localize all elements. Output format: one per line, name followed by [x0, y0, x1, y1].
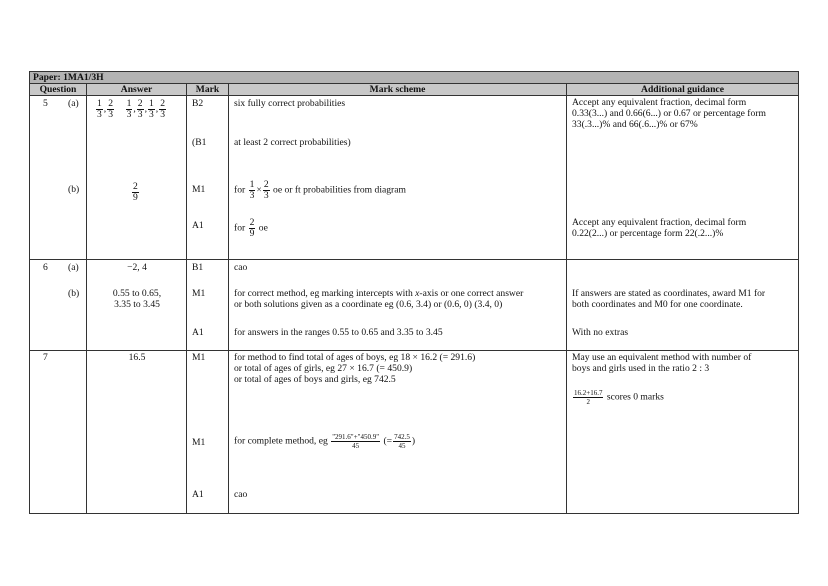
- header-mark: Mark: [187, 84, 229, 96]
- guidance-text: Accept any equivalent fraction, decimal form 0.33(3...) and 0.66(6...) or 0.67 or percentage form 33(.3...)% and 66(.6...)% or 67%: [572, 97, 766, 130]
- guidance-text: $\frac{16.2+16.7}{2}$ scores 0 marks: [574, 389, 664, 406]
- paper-title: Paper: 1MA1/3H: [29, 71, 799, 84]
- guidance-text: With no extras: [572, 327, 629, 338]
- row-divider: [29, 350, 799, 351]
- mark-code: M1: [192, 184, 206, 195]
- scheme-text: for $\frac{2}{9}$ oe: [234, 217, 268, 239]
- answer-6a: −2, 4: [127, 262, 147, 273]
- part-label: (b): [68, 288, 80, 299]
- mark-code: M1: [192, 437, 206, 448]
- mark-code: B1: [192, 262, 204, 273]
- mark-code: A1: [192, 220, 204, 231]
- guidance-text: Accept any equivalent fraction, decimal form 0.22(2...) or percentage form 22(.2...)%: [572, 217, 747, 239]
- answer-5b: $\frac{2}{9}$: [133, 181, 138, 203]
- mark-code: B2: [192, 98, 204, 109]
- header-guidance: Additional guidance: [567, 84, 799, 96]
- part-label: (a): [68, 262, 79, 273]
- header-answer: Answer: [87, 84, 187, 96]
- question-number: 5: [43, 98, 48, 109]
- guidance-text: May use an equivalent method with number of boys and girls used in the ratio 2 : 3: [572, 352, 752, 374]
- answer-5a: $\frac{1}{3}$ , $\frac{2}{3}$ $\frac{1}{3}$ , $\frac{2}{3}$ , $\frac{1}{3}$ , $\frac{2}{3}$: [97, 98, 165, 120]
- scheme-text: for complete method, eg $\frac{"291.6"+"450.9"}{45}$ (= $\frac{742.5}{45}$ ): [234, 433, 416, 450]
- grid-line: [566, 96, 567, 514]
- scheme-text: for method to find total of ages of boys, eg 18 × 16.2 (= 291.6) or total of ages of girls, eg 27 × 16.7 (= 450.9) or total of ages of boys and girls, eg 742.5: [234, 352, 476, 385]
- scheme-text: cao: [234, 262, 248, 273]
- row-divider: [29, 513, 799, 514]
- mark-code: M1: [192, 352, 206, 363]
- scheme-text: cao: [234, 489, 248, 500]
- row-divider: [29, 259, 799, 260]
- grid-line: [228, 96, 229, 514]
- question-number: 7: [43, 352, 48, 363]
- part-label: (a): [68, 98, 79, 109]
- mark-code: (B1: [192, 137, 207, 148]
- scheme-text: for correct method, eg marking intercepts with x-axis or one correct answer or both solutions given as a coordinate eg (0.6, 3.4) or (0.6, 0) (3.4, 0): [234, 288, 524, 310]
- mark-code: A1: [192, 327, 204, 338]
- header-question: Question: [29, 84, 87, 96]
- scheme-text: at least 2 correct probabilities): [234, 137, 351, 148]
- part-label: (b): [68, 184, 80, 195]
- mark-code: A1: [192, 489, 204, 500]
- question-number: 6: [43, 262, 48, 273]
- guidance-text: If answers are stated as coordinates, award M1 for both coordinates and M0 for one coordinate.: [572, 288, 766, 310]
- grid-line: [29, 96, 30, 514]
- answer-7: 16.5: [128, 352, 146, 363]
- grid-line: [798, 96, 799, 514]
- mark-code: M1: [192, 288, 206, 299]
- scheme-text: for $\frac{1}{3}$ × $\frac{2}{3}$ oe or ft probabilities from diagram: [234, 179, 406, 201]
- scheme-text: six fully correct probabilities: [234, 98, 346, 109]
- header-mark-scheme: Mark scheme: [229, 84, 567, 96]
- answer-6b: 0.55 to 0.65, 3.35 to 3.45: [112, 288, 162, 310]
- scheme-text: for answers in the ranges 0.55 to 0.65 and 3.35 to 3.45: [234, 327, 443, 338]
